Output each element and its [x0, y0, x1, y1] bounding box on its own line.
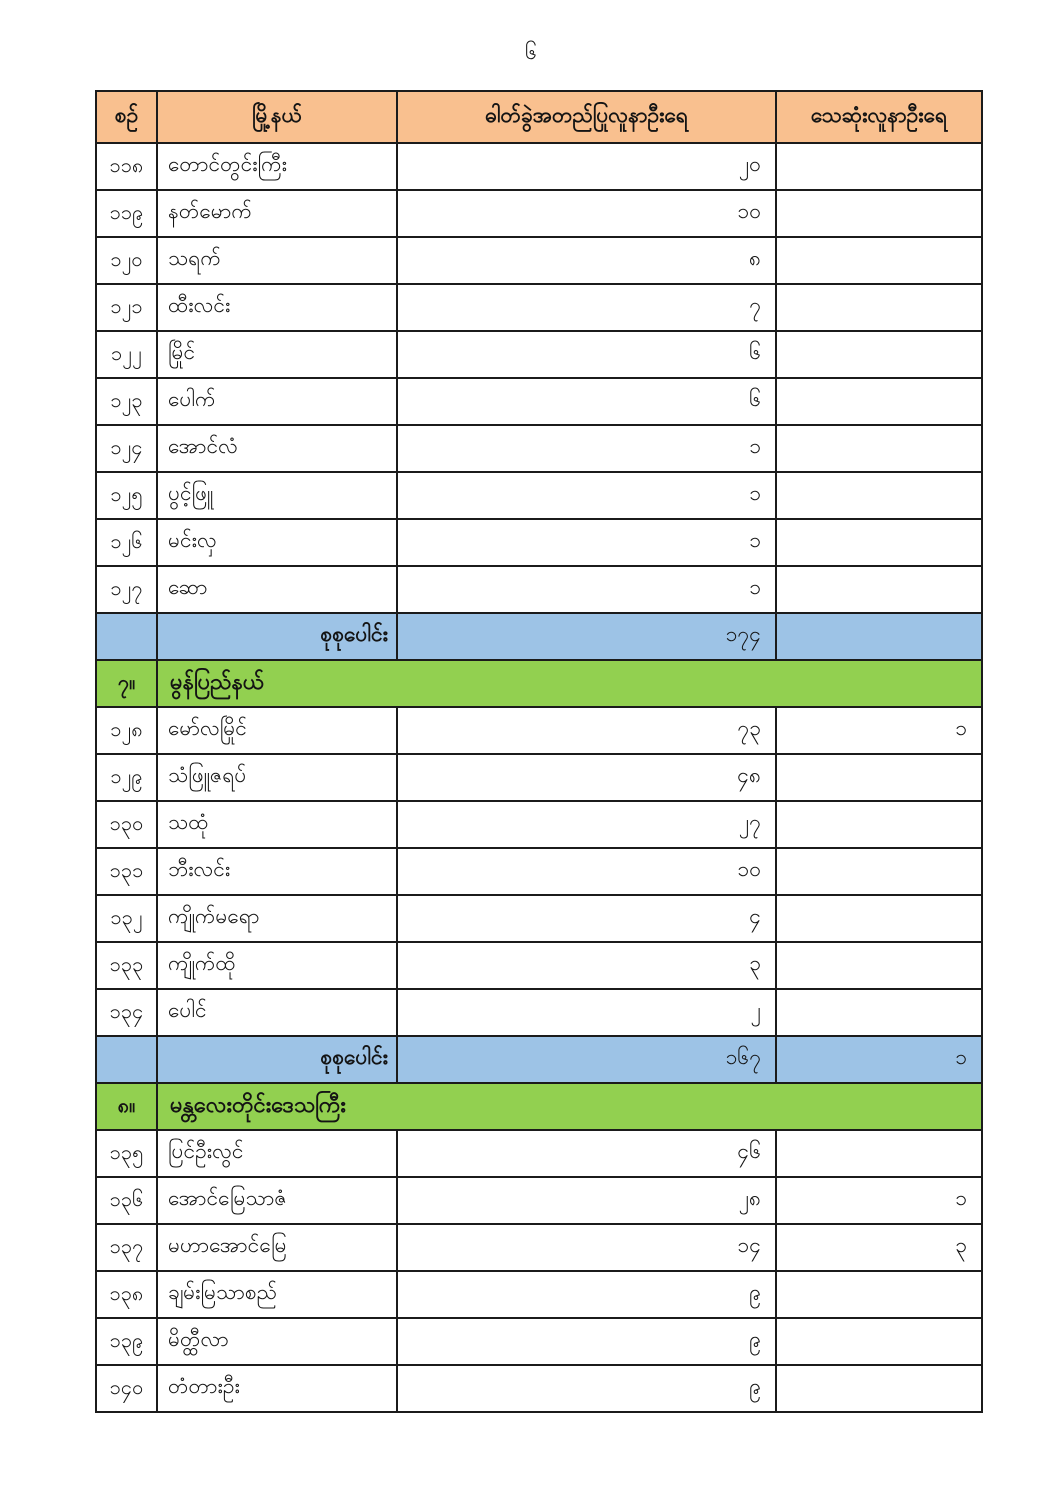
- section-row: [96, 660, 982, 707]
- row-death-count: ၁: [776, 1177, 982, 1224]
- header-deaths: သေဆုံးလူနာဦးရေ: [776, 91, 982, 143]
- row-confirmed-count: ၁၀: [397, 190, 776, 237]
- total-death-count: [776, 613, 982, 660]
- row-serial: ၁၂၉: [96, 754, 157, 801]
- row-confirmed-count: ၄: [397, 895, 776, 942]
- table-row: [96, 895, 982, 942]
- row-serial: ၁၃၃: [96, 942, 157, 989]
- row-death-count: [776, 754, 982, 801]
- row-serial: ၁၃၇: [96, 1224, 157, 1271]
- row-serial: ၁၃၂: [96, 895, 157, 942]
- row-confirmed-count: ၉: [397, 1318, 776, 1365]
- case-table-container: [95, 90, 983, 1413]
- row-confirmed-count: ၂၀: [397, 143, 776, 190]
- row-death-count: [776, 143, 982, 190]
- table-row: [96, 472, 982, 519]
- row-township: ပေါင်: [157, 989, 397, 1036]
- row-serial: ၁၂၇: [96, 566, 157, 613]
- row-confirmed-count: ၂၇: [397, 801, 776, 848]
- table-row: [96, 1318, 982, 1365]
- row-death-count: ၁: [776, 707, 982, 754]
- header-serial: စဉ်: [96, 91, 157, 143]
- row-confirmed-count: ၆: [397, 331, 776, 378]
- row-confirmed-count: ၇: [397, 284, 776, 331]
- row-township: သံဖြူဇရပ်: [157, 754, 397, 801]
- row-death-count: [776, 895, 982, 942]
- row-township: သရက်: [157, 237, 397, 284]
- row-township: မိတ္ထီလာ: [157, 1318, 397, 1365]
- row-serial: ၁၂၄: [96, 425, 157, 472]
- row-township: ကျိုက်မရော: [157, 895, 397, 942]
- total-label: စုစုပေါင်း: [157, 1036, 397, 1083]
- row-confirmed-count: ၁၄: [397, 1224, 776, 1271]
- row-death-count: [776, 237, 982, 284]
- row-township: အောင်မြေသာဇံ: [157, 1177, 397, 1224]
- row-death-count: [776, 425, 982, 472]
- row-township: ဆော: [157, 566, 397, 613]
- row-confirmed-count: ၁: [397, 566, 776, 613]
- row-township: မြိုင်: [157, 331, 397, 378]
- row-death-count: [776, 1271, 982, 1318]
- table-row: [96, 1365, 982, 1412]
- row-death-count: [776, 801, 982, 848]
- row-confirmed-count: ၁: [397, 519, 776, 566]
- table-row: [96, 1130, 982, 1177]
- row-confirmed-count: ၂၈: [397, 1177, 776, 1224]
- row-township: နတ်မောက်: [157, 190, 397, 237]
- table-row: [96, 989, 982, 1036]
- table-row: [96, 331, 982, 378]
- row-serial: ၁၃၉: [96, 1318, 157, 1365]
- row-death-count: [776, 331, 982, 378]
- row-death-count: [776, 989, 982, 1036]
- row-confirmed-count: ၃: [397, 942, 776, 989]
- table-row: [96, 284, 982, 331]
- row-death-count: [776, 1130, 982, 1177]
- row-confirmed-count: ၂: [397, 989, 776, 1036]
- table-row: [96, 1177, 982, 1224]
- table-row: [96, 848, 982, 895]
- row-serial: ၁၁၉: [96, 190, 157, 237]
- covid-case-table: [95, 90, 983, 1413]
- row-serial: ၁၃၄: [96, 989, 157, 1036]
- total-confirmed-count: ၁၇၄: [397, 613, 776, 660]
- table-row: [96, 190, 982, 237]
- total-label: စုစုပေါင်း: [157, 613, 397, 660]
- row-township: ပြင်ဦးလွင်: [157, 1130, 397, 1177]
- row-serial: ၁၂၈: [96, 707, 157, 754]
- row-serial: ၁၂၀: [96, 237, 157, 284]
- table-row: [96, 1271, 982, 1318]
- row-serial: ၁၁၈: [96, 143, 157, 190]
- table-body: [96, 143, 982, 1412]
- row-confirmed-count: ၉: [397, 1365, 776, 1412]
- row-serial: ၁၂၅: [96, 472, 157, 519]
- row-township: ပွင့်ဖြူ: [157, 472, 397, 519]
- table-row: [96, 143, 982, 190]
- table-header: [96, 91, 982, 143]
- row-confirmed-count: ၇၃: [397, 707, 776, 754]
- row-death-count: [776, 1318, 982, 1365]
- page-number: ၆: [525, 41, 537, 64]
- row-township: ချမ်းမြသာစည်: [157, 1271, 397, 1318]
- section-name: မန္တလေးတိုင်းဒေသကြီး: [157, 1083, 982, 1130]
- row-death-count: ၃: [776, 1224, 982, 1271]
- row-township: မင်းလှ: [157, 519, 397, 566]
- row-township: မဟာအောင်မြေ: [157, 1224, 397, 1271]
- row-serial: ၁၃၆: [96, 1177, 157, 1224]
- row-death-count: [776, 1365, 982, 1412]
- row-confirmed-count: ၁၀: [397, 848, 776, 895]
- row-serial: ၁၃၀: [96, 801, 157, 848]
- row-confirmed-count: ၄၈: [397, 754, 776, 801]
- row-confirmed-count: ၁: [397, 472, 776, 519]
- row-confirmed-count: ၁: [397, 425, 776, 472]
- row-serial: ၁၂၃: [96, 378, 157, 425]
- section-row: [96, 1083, 982, 1130]
- row-serial: ၁၄၀: [96, 1365, 157, 1412]
- header-row: [96, 91, 982, 143]
- table-row: [96, 1224, 982, 1271]
- header-township: မြို့နယ်: [157, 91, 397, 143]
- section-name: မွန်ပြည်နယ်: [157, 660, 982, 707]
- row-death-count: [776, 848, 982, 895]
- row-confirmed-count: ၄၆: [397, 1130, 776, 1177]
- row-serial: ၁၃၈: [96, 1271, 157, 1318]
- row-township: တောင်တွင်းကြီး: [157, 143, 397, 190]
- total-row: [96, 613, 982, 660]
- row-death-count: [776, 472, 982, 519]
- section-number: ၈။: [96, 1083, 157, 1130]
- table-row: [96, 237, 982, 284]
- row-death-count: [776, 378, 982, 425]
- table-row: [96, 754, 982, 801]
- row-death-count: [776, 566, 982, 613]
- table-row: [96, 566, 982, 613]
- row-confirmed-count: ၆: [397, 378, 776, 425]
- row-serial: ၁၂၂: [96, 331, 157, 378]
- total-confirmed-count: ၁၆၇: [397, 1036, 776, 1083]
- total-serial-blank: [96, 1036, 157, 1083]
- row-township: ထီးလင်း: [157, 284, 397, 331]
- header-confirmed: ဓါတ်ခွဲအတည်ပြုလူနာဦးရေ: [397, 91, 776, 143]
- table-row: [96, 378, 982, 425]
- row-confirmed-count: ၉: [397, 1271, 776, 1318]
- total-serial-blank: [96, 613, 157, 660]
- table-row: [96, 425, 982, 472]
- row-township: သထုံ: [157, 801, 397, 848]
- row-serial: ၁၃၅: [96, 1130, 157, 1177]
- row-serial: ၁၃၁: [96, 848, 157, 895]
- row-township: မော်လမြိုင်: [157, 707, 397, 754]
- row-township: အောင်လံ: [157, 425, 397, 472]
- row-serial: ၁၂၆: [96, 519, 157, 566]
- row-township: ကျိုက်ထို: [157, 942, 397, 989]
- table-row: [96, 519, 982, 566]
- row-township: ပေါက်: [157, 378, 397, 425]
- table-row: [96, 707, 982, 754]
- total-row: [96, 1036, 982, 1083]
- row-death-count: [776, 190, 982, 237]
- row-township: တံတားဦး: [157, 1365, 397, 1412]
- table-row: [96, 801, 982, 848]
- table-row: [96, 942, 982, 989]
- row-confirmed-count: ၈: [397, 237, 776, 284]
- row-death-count: [776, 284, 982, 331]
- row-township: ဘီးလင်း: [157, 848, 397, 895]
- section-number: ၇။: [96, 660, 157, 707]
- row-serial: ၁၂၁: [96, 284, 157, 331]
- row-death-count: [776, 942, 982, 989]
- total-death-count: ၁: [776, 1036, 982, 1083]
- row-death-count: [776, 519, 982, 566]
